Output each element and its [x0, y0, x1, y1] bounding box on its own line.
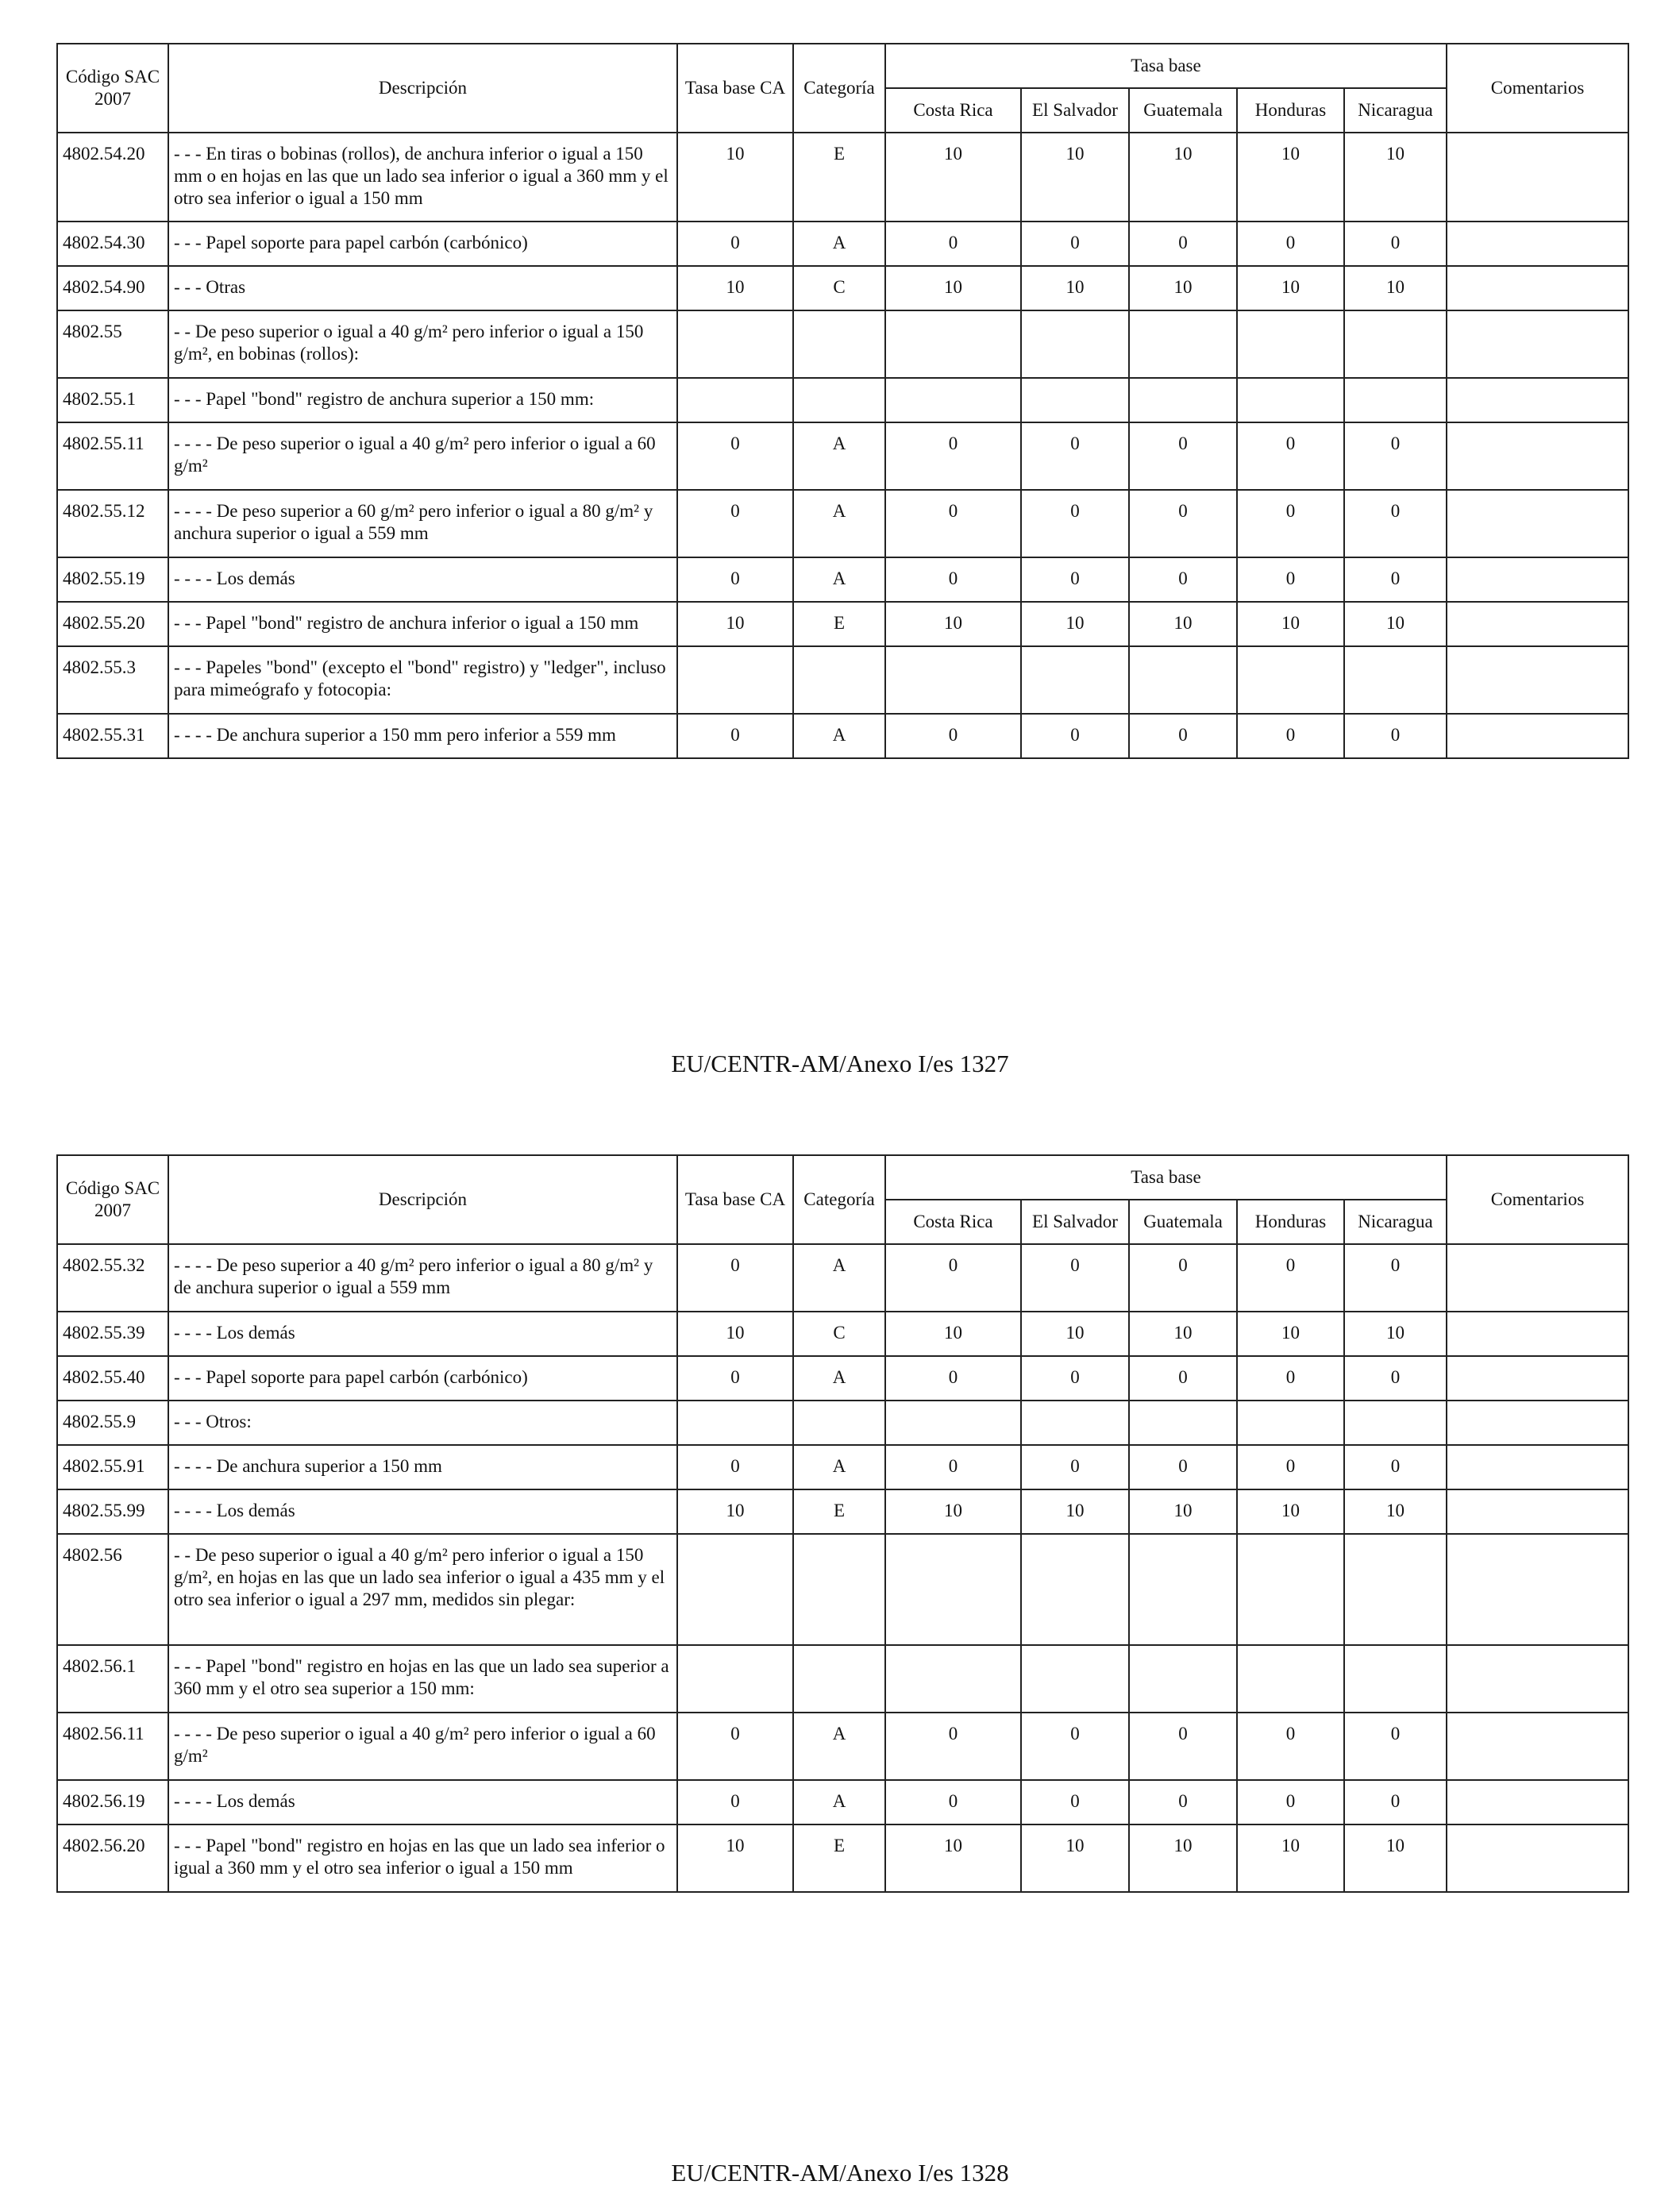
- cell-description: - - - Papeles "bond" (excepto el "bond" registro) y "ledger", incluso para mimeógrafo y fotocopia:: [168, 646, 677, 714]
- cell-nicaragua: [1344, 378, 1447, 422]
- cell-el-salvador: 0: [1021, 1713, 1129, 1780]
- cell-honduras: [1237, 1534, 1344, 1645]
- cell-description: - - - Papel soporte para papel carbón (carbónico): [168, 222, 677, 266]
- header-country-el-salvador: El Salvador: [1021, 1200, 1129, 1244]
- tariff-table: [56, 1154, 1629, 1893]
- header-country-costa-rica: Costa Rica: [885, 88, 1021, 133]
- cell-code: 4802.55.3: [57, 646, 168, 714]
- cell-category: [793, 1401, 885, 1445]
- cell-comments: [1447, 422, 1628, 490]
- cell-comments: [1447, 490, 1628, 557]
- table-row: [57, 602, 1628, 646]
- cell-honduras: 0: [1237, 1780, 1344, 1824]
- cell-nicaragua: 0: [1344, 422, 1447, 490]
- cell-comments: [1447, 1713, 1628, 1780]
- cell-nicaragua: 0: [1344, 1445, 1447, 1489]
- cell-nicaragua: [1344, 646, 1447, 714]
- cell-honduras: 10: [1237, 1312, 1344, 1356]
- cell-nicaragua: 0: [1344, 1713, 1447, 1780]
- cell-category: A: [793, 490, 885, 557]
- cell-base-rate-ca: 10: [677, 602, 793, 646]
- cell-category: C: [793, 266, 885, 310]
- header-code: Código SAC 2007: [57, 1155, 168, 1244]
- cell-code: 4802.55.32: [57, 1244, 168, 1312]
- cell-description: - - - Papel "bond" registro en hojas en las que un lado sea inferior o igual a 360 mm y el otro sea inferior o igual a 150 mm: [168, 1824, 677, 1892]
- cell-base-rate-ca: [677, 378, 793, 422]
- cell-honduras: 0: [1237, 714, 1344, 758]
- cell-description: - - - - Los demás: [168, 1312, 677, 1356]
- cell-nicaragua: 10: [1344, 1312, 1447, 1356]
- table-row: [57, 1244, 1628, 1312]
- cell-comments: [1447, 133, 1628, 222]
- cell-description: - - - - De peso superior a 40 g/m² pero inferior o igual a 80 g/m² y de anchura superior o igual a 559 mm: [168, 1244, 677, 1312]
- cell-category: A: [793, 714, 885, 758]
- cell-guatemala: 0: [1129, 714, 1237, 758]
- table-row: [57, 1780, 1628, 1824]
- cell-nicaragua: 10: [1344, 1824, 1447, 1892]
- cell-comments: [1447, 1780, 1628, 1824]
- cell-costa-rica: 0: [885, 714, 1021, 758]
- header-base-rate: Tasa base: [885, 44, 1447, 88]
- cell-comments: [1447, 1356, 1628, 1401]
- cell-guatemala: 10: [1129, 1312, 1237, 1356]
- cell-honduras: 0: [1237, 1244, 1344, 1312]
- cell-nicaragua: 0: [1344, 1356, 1447, 1401]
- cell-category: [793, 1534, 885, 1645]
- cell-code: 4802.56.19: [57, 1780, 168, 1824]
- cell-category: A: [793, 1356, 885, 1401]
- cell-base-rate-ca: 0: [677, 222, 793, 266]
- cell-honduras: 10: [1237, 1824, 1344, 1892]
- cell-el-salvador: 0: [1021, 557, 1129, 602]
- page-footer: EU/CENTR-AM/Anexo I/es 1327: [671, 1050, 1009, 1077]
- cell-base-rate-ca: [677, 1534, 793, 1645]
- cell-base-rate-ca: [677, 1401, 793, 1445]
- header-country-nicaragua: Nicaragua: [1344, 88, 1447, 133]
- header-category: Categoría: [793, 44, 885, 133]
- cell-code: 4802.56.20: [57, 1824, 168, 1892]
- cell-el-salvador: 0: [1021, 1356, 1129, 1401]
- cell-guatemala: [1129, 378, 1237, 422]
- cell-category: A: [793, 422, 885, 490]
- cell-el-salvador: 10: [1021, 1489, 1129, 1534]
- cell-costa-rica: [885, 1534, 1021, 1645]
- cell-code: 4802.55.39: [57, 1312, 168, 1356]
- cell-description: - - - - De peso superior a 60 g/m² pero inferior o igual a 80 g/m² y anchura superior o igual a 559 mm: [168, 490, 677, 557]
- cell-el-salvador: 0: [1021, 1244, 1129, 1312]
- cell-honduras: 0: [1237, 557, 1344, 602]
- cell-code: 4802.55.9: [57, 1401, 168, 1445]
- cell-code: 4802.56.11: [57, 1713, 168, 1780]
- cell-code: 4802.55.91: [57, 1445, 168, 1489]
- cell-base-rate-ca: 0: [677, 422, 793, 490]
- cell-el-salvador: [1021, 1645, 1129, 1713]
- cell-base-rate-ca: 0: [677, 1713, 793, 1780]
- cell-description: - - De peso superior o igual a 40 g/m² pero inferior o igual a 150 g/m², en hojas en las que un lado sea inferior o igual a 435 mm y el otro sea inferior o igual a 297 mm, medidos sin plegar:: [168, 1534, 677, 1645]
- cell-el-salvador: [1021, 1534, 1129, 1645]
- cell-code: 4802.55.12: [57, 490, 168, 557]
- cell-nicaragua: 10: [1344, 266, 1447, 310]
- cell-base-rate-ca: 10: [677, 1489, 793, 1534]
- cell-base-rate-ca: 0: [677, 490, 793, 557]
- cell-nicaragua: 0: [1344, 222, 1447, 266]
- cell-description: - - - - Los demás: [168, 557, 677, 602]
- cell-code: 4802.54.30: [57, 222, 168, 266]
- cell-category: C: [793, 1312, 885, 1356]
- cell-base-rate-ca: 0: [677, 1244, 793, 1312]
- table-row: [57, 378, 1628, 422]
- cell-category: E: [793, 133, 885, 222]
- cell-nicaragua: 10: [1344, 1489, 1447, 1534]
- cell-category: A: [793, 1780, 885, 1824]
- cell-honduras: 0: [1237, 1356, 1344, 1401]
- header-country-guatemala: Guatemala: [1129, 1200, 1237, 1244]
- cell-base-rate-ca: 0: [677, 557, 793, 602]
- cell-base-rate-ca: [677, 646, 793, 714]
- cell-costa-rica: 0: [885, 490, 1021, 557]
- cell-el-salvador: 10: [1021, 266, 1129, 310]
- cell-nicaragua: 0: [1344, 1244, 1447, 1312]
- cell-category: E: [793, 1824, 885, 1892]
- cell-guatemala: 10: [1129, 602, 1237, 646]
- cell-code: 4802.55.19: [57, 557, 168, 602]
- cell-costa-rica: 0: [885, 422, 1021, 490]
- header-comments: Comentarios: [1447, 44, 1628, 133]
- cell-el-salvador: 0: [1021, 422, 1129, 490]
- cell-el-salvador: [1021, 1401, 1129, 1445]
- cell-honduras: 10: [1237, 602, 1344, 646]
- cell-description: - - - - De peso superior o igual a 40 g/m² pero inferior o igual a 60 g/m²: [168, 1713, 677, 1780]
- cell-guatemala: 10: [1129, 133, 1237, 222]
- cell-base-rate-ca: [677, 310, 793, 378]
- cell-honduras: [1237, 378, 1344, 422]
- cell-el-salvador: 10: [1021, 1824, 1129, 1892]
- cell-guatemala: 10: [1129, 1489, 1237, 1534]
- cell-code: 4802.55.31: [57, 714, 168, 758]
- table-row: [57, 1824, 1628, 1892]
- header-country-nicaragua: Nicaragua: [1344, 1200, 1447, 1244]
- cell-comments: [1447, 1445, 1628, 1489]
- cell-guatemala: 0: [1129, 1445, 1237, 1489]
- cell-costa-rica: 0: [885, 1780, 1021, 1824]
- cell-costa-rica: 0: [885, 1445, 1021, 1489]
- cell-costa-rica: 0: [885, 1713, 1021, 1780]
- table-row: [57, 1312, 1628, 1356]
- cell-costa-rica: 10: [885, 266, 1021, 310]
- cell-category: [793, 378, 885, 422]
- header-description: Descripción: [168, 1155, 677, 1244]
- cell-description: - - - - Los demás: [168, 1780, 677, 1824]
- header-country-el-salvador: El Salvador: [1021, 88, 1129, 133]
- cell-guatemala: 0: [1129, 1780, 1237, 1824]
- header-base-rate: Tasa base: [885, 1155, 1447, 1200]
- cell-honduras: 0: [1237, 1713, 1344, 1780]
- cell-costa-rica: 0: [885, 1356, 1021, 1401]
- cell-base-rate-ca: 0: [677, 1356, 793, 1401]
- cell-code: 4802.56.1: [57, 1645, 168, 1713]
- cell-comments: [1447, 557, 1628, 602]
- cell-code: 4802.55.11: [57, 422, 168, 490]
- header-country-honduras: Honduras: [1237, 88, 1344, 133]
- cell-honduras: [1237, 1401, 1344, 1445]
- table-row: [57, 1401, 1628, 1445]
- cell-costa-rica: 0: [885, 222, 1021, 266]
- cell-nicaragua: [1344, 1401, 1447, 1445]
- cell-costa-rica: 10: [885, 1312, 1021, 1356]
- cell-base-rate-ca: 0: [677, 1445, 793, 1489]
- cell-description: - - - Papel "bond" registro de anchura superior a 150 mm:: [168, 378, 677, 422]
- cell-honduras: 0: [1237, 490, 1344, 557]
- cell-guatemala: 0: [1129, 1713, 1237, 1780]
- cell-nicaragua: 0: [1344, 557, 1447, 602]
- cell-comments: [1447, 310, 1628, 378]
- cell-guatemala: 0: [1129, 1356, 1237, 1401]
- cell-base-rate-ca: 10: [677, 1312, 793, 1356]
- table-row: [57, 490, 1628, 557]
- cell-comments: [1447, 1401, 1628, 1445]
- cell-comments: [1447, 1489, 1628, 1534]
- cell-comments: [1447, 1824, 1628, 1892]
- cell-nicaragua: [1344, 310, 1447, 378]
- cell-comments: [1447, 266, 1628, 310]
- cell-comments: [1447, 222, 1628, 266]
- cell-code: 4802.54.90: [57, 266, 168, 310]
- header-comments: Comentarios: [1447, 1155, 1628, 1244]
- cell-costa-rica: [885, 1401, 1021, 1445]
- cell-description: - - - Papel soporte para papel carbón (carbónico): [168, 1356, 677, 1401]
- header-country-costa-rica: Costa Rica: [885, 1200, 1021, 1244]
- cell-el-salvador: [1021, 310, 1129, 378]
- cell-category: [793, 310, 885, 378]
- cell-honduras: 10: [1237, 1489, 1344, 1534]
- cell-costa-rica: 10: [885, 1489, 1021, 1534]
- cell-base-rate-ca: 10: [677, 133, 793, 222]
- cell-category: A: [793, 222, 885, 266]
- cell-el-salvador: [1021, 646, 1129, 714]
- cell-comments: [1447, 602, 1628, 646]
- cell-costa-rica: 10: [885, 602, 1021, 646]
- table-row: [57, 1356, 1628, 1401]
- cell-guatemala: [1129, 1401, 1237, 1445]
- cell-guatemala: 0: [1129, 1244, 1237, 1312]
- cell-category: A: [793, 1244, 885, 1312]
- cell-costa-rica: [885, 310, 1021, 378]
- cell-description: - - - En tiras o bobinas (rollos), de anchura inferior o igual a 150 mm o en hojas en las que un lado sea inferior o igual a 360 mm y el otro sea inferior o igual a 150 mm: [168, 133, 677, 222]
- cell-comments: [1447, 1534, 1628, 1645]
- table-row: [57, 1534, 1628, 1645]
- cell-category: A: [793, 1713, 885, 1780]
- cell-costa-rica: [885, 378, 1021, 422]
- cell-costa-rica: 0: [885, 1244, 1021, 1312]
- cell-el-salvador: 10: [1021, 602, 1129, 646]
- cell-description: - - - Papel "bond" registro de anchura inferior o igual a 150 mm: [168, 602, 677, 646]
- table-row: [57, 714, 1628, 758]
- cell-el-salvador: 10: [1021, 133, 1129, 222]
- cell-honduras: 0: [1237, 422, 1344, 490]
- header-category: Categoría: [793, 1155, 885, 1244]
- cell-guatemala: [1129, 1645, 1237, 1713]
- cell-category: [793, 1645, 885, 1713]
- cell-code: 4802.55.1: [57, 378, 168, 422]
- cell-description: - - - - De peso superior o igual a 40 g/m² pero inferior o igual a 60 g/m²: [168, 422, 677, 490]
- cell-base-rate-ca: 0: [677, 714, 793, 758]
- cell-description: - - - - De anchura superior a 150 mm pero inferior a 559 mm: [168, 714, 677, 758]
- cell-el-salvador: 0: [1021, 714, 1129, 758]
- cell-costa-rica: 10: [885, 133, 1021, 222]
- cell-comments: [1447, 378, 1628, 422]
- table-row: [57, 557, 1628, 602]
- cell-code: 4802.55.40: [57, 1356, 168, 1401]
- cell-nicaragua: 10: [1344, 133, 1447, 222]
- cell-nicaragua: 0: [1344, 714, 1447, 758]
- cell-code: 4802.54.20: [57, 133, 168, 222]
- cell-code: 4802.56: [57, 1534, 168, 1645]
- page-footer: EU/CENTR-AM/Anexo I/es 1328: [671, 2159, 1009, 2187]
- cell-code: 4802.55: [57, 310, 168, 378]
- cell-code: 4802.55.20: [57, 602, 168, 646]
- cell-el-salvador: 0: [1021, 222, 1129, 266]
- table-row: [57, 1445, 1628, 1489]
- cell-nicaragua: 0: [1344, 1780, 1447, 1824]
- table-row: [57, 1645, 1628, 1713]
- cell-comments: [1447, 1312, 1628, 1356]
- cell-code: 4802.55.99: [57, 1489, 168, 1534]
- cell-category: A: [793, 1445, 885, 1489]
- cell-comments: [1447, 714, 1628, 758]
- cell-el-salvador: [1021, 378, 1129, 422]
- cell-honduras: 10: [1237, 266, 1344, 310]
- cell-costa-rica: [885, 646, 1021, 714]
- cell-base-rate-ca: 10: [677, 266, 793, 310]
- cell-guatemala: 10: [1129, 266, 1237, 310]
- cell-category: E: [793, 1489, 885, 1534]
- cell-description: - - - Papel "bond" registro en hojas en las que un lado sea superior a 360 mm y el otro sea superior a 150 mm:: [168, 1645, 677, 1713]
- cell-category: [793, 646, 885, 714]
- table-row: [57, 1713, 1628, 1780]
- header-country-honduras: Honduras: [1237, 1200, 1344, 1244]
- cell-category: E: [793, 602, 885, 646]
- table-row: [57, 422, 1628, 490]
- table-row: [57, 266, 1628, 310]
- cell-honduras: [1237, 1645, 1344, 1713]
- cell-honduras: 0: [1237, 1445, 1344, 1489]
- cell-el-salvador: 0: [1021, 1445, 1129, 1489]
- tariff-table: [56, 43, 1629, 759]
- cell-honduras: [1237, 646, 1344, 714]
- cell-honduras: 10: [1237, 133, 1344, 222]
- table-row: [57, 222, 1628, 266]
- cell-el-salvador: 0: [1021, 490, 1129, 557]
- table-row: [57, 1489, 1628, 1534]
- cell-base-rate-ca: [677, 1645, 793, 1713]
- header-country-guatemala: Guatemala: [1129, 88, 1237, 133]
- cell-description: - - De peso superior o igual a 40 g/m² pero inferior o igual a 150 g/m², en bobinas (rollos):: [168, 310, 677, 378]
- cell-description: - - - Otras: [168, 266, 677, 310]
- cell-guatemala: 0: [1129, 422, 1237, 490]
- cell-honduras: 0: [1237, 222, 1344, 266]
- cell-guatemala: 0: [1129, 222, 1237, 266]
- cell-guatemala: [1129, 1534, 1237, 1645]
- cell-costa-rica: [885, 1645, 1021, 1713]
- cell-guatemala: 10: [1129, 1824, 1237, 1892]
- cell-base-rate-ca: 0: [677, 1780, 793, 1824]
- table-row: [57, 133, 1628, 222]
- cell-guatemala: [1129, 646, 1237, 714]
- cell-comments: [1447, 1645, 1628, 1713]
- header-base-rate-ca: Tasa base CA: [677, 1155, 793, 1244]
- cell-el-salvador: 0: [1021, 1780, 1129, 1824]
- cell-el-salvador: 10: [1021, 1312, 1129, 1356]
- cell-description: - - - - De anchura superior a 150 mm: [168, 1445, 677, 1489]
- table-row: [57, 646, 1628, 714]
- header-description: Descripción: [168, 44, 677, 133]
- cell-guatemala: [1129, 310, 1237, 378]
- cell-guatemala: 0: [1129, 557, 1237, 602]
- cell-base-rate-ca: 10: [677, 1824, 793, 1892]
- cell-comments: [1447, 1244, 1628, 1312]
- cell-nicaragua: 0: [1344, 490, 1447, 557]
- cell-honduras: [1237, 310, 1344, 378]
- cell-description: - - - - Los demás: [168, 1489, 677, 1534]
- cell-costa-rica: 0: [885, 557, 1021, 602]
- cell-description: - - - Otros:: [168, 1401, 677, 1445]
- cell-nicaragua: 10: [1344, 602, 1447, 646]
- cell-category: A: [793, 557, 885, 602]
- cell-comments: [1447, 646, 1628, 714]
- header-code: Código SAC 2007: [57, 44, 168, 133]
- table-row: [57, 310, 1628, 378]
- cell-guatemala: 0: [1129, 490, 1237, 557]
- header-base-rate-ca: Tasa base CA: [677, 44, 793, 133]
- cell-nicaragua: [1344, 1534, 1447, 1645]
- cell-costa-rica: 10: [885, 1824, 1021, 1892]
- cell-nicaragua: [1344, 1645, 1447, 1713]
